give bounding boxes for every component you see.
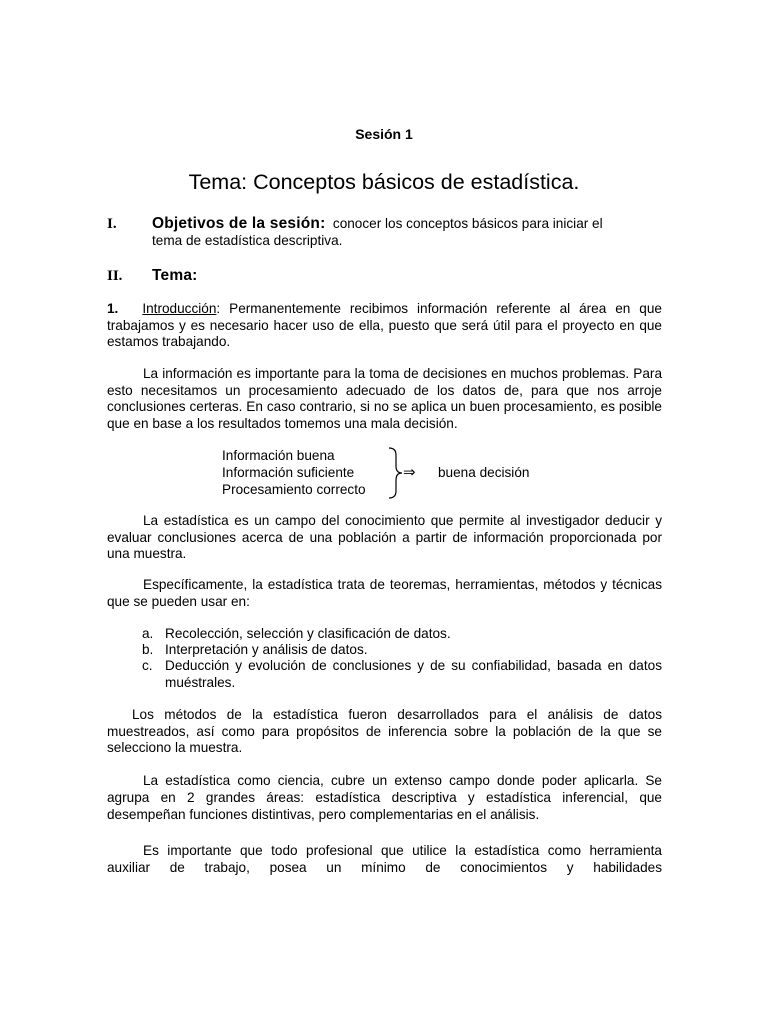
section-numeral-objectives: I. <box>107 216 117 232</box>
decision-scheme-items <box>222 447 366 498</box>
paragraph-professional: Es importante que todo profesional que utilice la estadística como herramienta auxiliar de trabajo, posea un mínimo de conocimientos y habilidades <box>107 843 662 875</box>
list-item <box>142 642 662 659</box>
scheme-result: buena decisión <box>438 465 530 480</box>
objectives-label: Objetivos de la sesión: <box>152 215 326 232</box>
list-marker: c. <box>142 658 153 673</box>
paragraph-methods: Los métodos de la estadística fueron desarrollados para el análisis de datos muestreados, así como para propósitos de inferencia sobre la población de la que se selecciono la muestra. <box>107 707 662 755</box>
list-text: Recolección, selección y clasificación de datos. <box>165 626 451 641</box>
list-marker: b. <box>142 642 154 657</box>
paragraph-statistics-field: La estadística es un campo del conocimiento que permite al investigador deducir y evaluar conclusiones acerca de una población a partir de información proporcionada por una muestra. <box>107 513 662 561</box>
intro-paragraph <box>107 301 662 351</box>
objectives-text-line1: conocer los conceptos básicos para iniciar el <box>332 216 603 231</box>
topic-label: Tema: <box>152 267 198 284</box>
list-item <box>142 626 662 643</box>
paragraph-specifically: Específicamente, la estadística trata de teoremas, herramientas, métodos y técnicas que se pueden usar en: <box>107 577 662 609</box>
scheme-item: Información suficiente <box>222 465 355 480</box>
section-objectives <box>152 215 662 250</box>
paragraph-science: La estadística como ciencia, cubre un extenso campo donde poder aplicarla. Se agrupa en 2 grandes áreas: estadística descriptiva y estadística inferencial, que desempeñan funciones distintivas, pero complementarias en el análisis. <box>107 773 662 822</box>
intro-heading: Introducción <box>142 301 217 316</box>
intro-number: 1. <box>107 301 119 316</box>
section-numeral-topic: II. <box>107 268 123 284</box>
scheme-item: Información buena <box>222 448 335 463</box>
intro-text: : Permanentemente recibimos información referente al área en que trabajamos y es necesario hacer uso de ella, puesto que será útil para el proyecto en que estamos trabajando. <box>107 301 662 349</box>
objectives-text-line2: tema de estadística descriptiva. <box>152 233 343 248</box>
implies-arrow-icon: ⇒ <box>403 464 416 481</box>
list-text: Interpretación y análisis de datos. <box>165 642 368 657</box>
list-text: Deducción y evolución de conclusiones y de su confiabilidad, basada en datos muéstrales. <box>165 658 662 690</box>
objectives-line1 <box>152 215 662 233</box>
topic-title: Tema: Conceptos básicos de estadística. <box>188 170 580 194</box>
list-item <box>142 658 662 692</box>
list-marker: a. <box>142 626 154 641</box>
paragraph-information: La información es importante para la toma de decisiones en muchos problemas. Para esto necesitamos un procesamiento adecuado de los datos de, para que nos arroje conclusiones certeras. En caso contrario, si no se aplica un buen procesamiento, es posible que en base a los resultados tomemos una mala decisión. <box>107 366 662 431</box>
scheme-item: Procesamiento correcto <box>222 482 366 497</box>
session-label: Sesión 1 <box>355 126 413 142</box>
